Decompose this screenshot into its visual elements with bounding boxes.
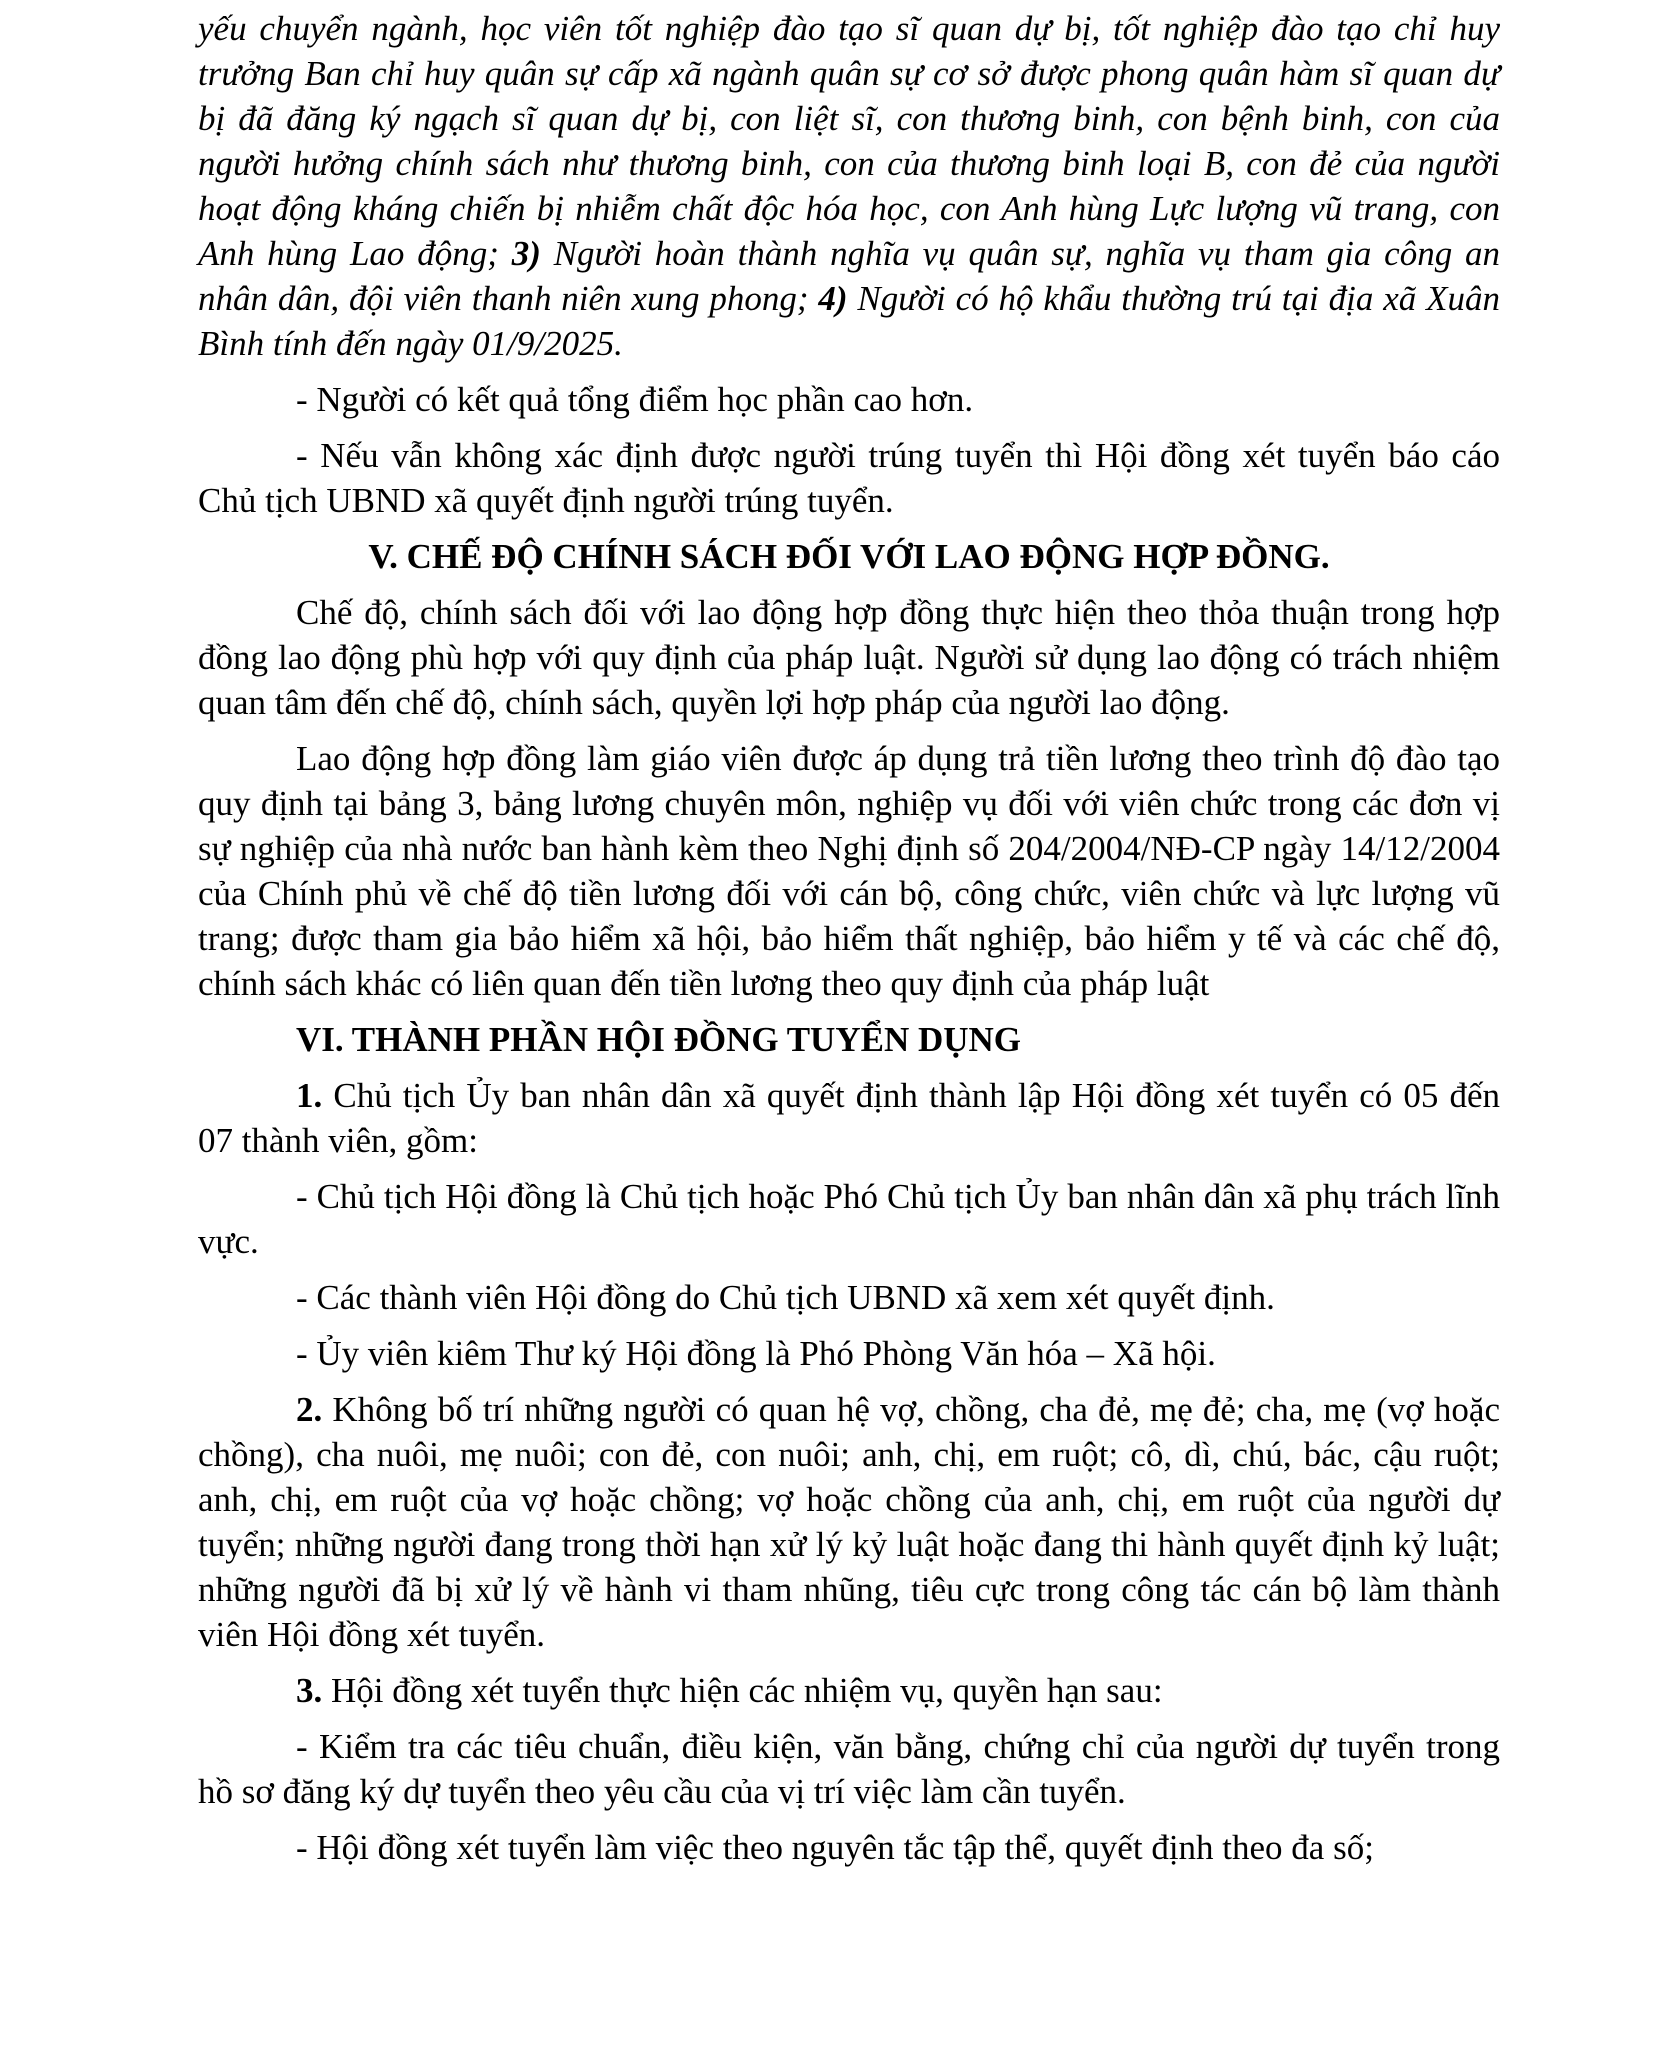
duty-collective-item: - Hội đồng xét tuyển làm việc theo nguyên tắc tập thể, quyết định theo đa số;	[296, 1828, 1374, 1867]
document-page	[198, 6, 1500, 1870]
council-clause-1	[198, 1073, 1500, 1163]
clause-number-2: 2.	[296, 1390, 323, 1429]
clause-number-3: 3.	[296, 1671, 323, 1710]
priority-item-4-text: Người có hộ khẩu thường trú tại địa xã Xuân Bình tính đến ngày 01/9/2025.	[198, 279, 1500, 363]
section-v-heading: V. CHẾ ĐỘ CHÍNH SÁCH ĐỐI VỚI LAO ĐỘNG HỢP ĐỒNG.	[368, 537, 1330, 576]
council-clause-2	[198, 1387, 1500, 1657]
policy-paragraph-2: Lao động hợp đồng làm giáo viên được áp dụng trả tiền lương theo trình độ đào tạo quy định tại bảng 3, bảng lương chuyên môn, nghiệp vụ đối với viên chức trong các đơn vị sự nghiệp của nhà nước ban hành kèm theo Nghị định số 204/2004/NĐ-CP ngày 14/12/2004 của Chính phủ về chế độ tiền lương đối với cán bộ, công chức, viên chức và lực lượng vũ trang; được tham gia bảo hiểm xã hội, bảo hiểm thất nghiệp, bảo hiểm y tế và các chế độ, chính sách khác có liên quan đến tiền lương theo quy định của pháp luật	[198, 739, 1500, 1003]
tiebreak-chairman-decides: - Nếu vẫn không xác định được người trúng tuyển thì Hội đồng xét tuyển báo cáo Chủ tịch UBND xã quyết định người trúng tuyển.	[198, 436, 1500, 520]
clause-1-text: Chủ tịch Ủy ban nhân dân xã quyết định thành lập Hội đồng xét tuyển có 05 đến 07 thành viên, gồm:	[198, 1076, 1500, 1160]
council-members-item: - Các thành viên Hội đồng do Chủ tịch UBND xã xem xét quyết định.	[296, 1278, 1275, 1317]
council-clause-3	[198, 1668, 1500, 1713]
item-number-3: 3)	[511, 234, 541, 273]
clause-number-1: 1.	[296, 1076, 323, 1115]
council-chairman-item: - Chủ tịch Hội đồng là Chủ tịch hoặc Phó Chủ tịch Ủy ban nhân dân xã phụ trách lĩnh vực.	[198, 1177, 1500, 1261]
priority-list-paragraph	[198, 6, 1500, 366]
duty-check-item: - Kiểm tra các tiêu chuẩn, điều kiện, văn bằng, chứng chỉ của người dự tuyển trong hồ sơ đăng ký dự tuyển theo yêu cầu của vị trí việc làm cần tuyển.	[198, 1727, 1500, 1811]
policy-paragraph-1: Chế độ, chính sách đối với lao động hợp đồng thực hiện theo thỏa thuận trong hợp đồng lao động phù hợp với quy định của pháp luật. Người sử dụng lao động có trách nhiệm quan tâm đến chế độ, chính sách, quyền lợi hợp pháp của người lao động.	[198, 593, 1500, 722]
clause-3-text: Hội đồng xét tuyển thực hiện các nhiệm vụ, quyền hạn sau:	[322, 1671, 1163, 1710]
council-secretary-item: - Ủy viên kiêm Thư ký Hội đồng là Phó Phòng Văn hóa – Xã hội.	[296, 1334, 1216, 1373]
clause-2-text: Không bố trí những người có quan hệ vợ, chồng, cha đẻ, mẹ đẻ; cha, mẹ (vợ hoặc chồng), cha nuôi, mẹ nuôi; con đẻ, con nuôi; anh, chị, em ruột; cô, dì, chú, bác, cậu ruột; anh, chị, em ruột của vợ hoặc chồng; vợ hoặc chồng của anh, chị, em ruột của người dự tuyển; những người đang trong thời hạn xử lý kỷ luật hoặc đang thi hành quyết định kỷ luật; những người đã bị xử lý về hành vi tham nhũng, tiêu cực trong công tác cán bộ làm thành viên Hội đồng xét tuyển.	[198, 1390, 1500, 1654]
priority-item-3-text: Người hoàn thành nghĩa vụ quân sự, nghĩa vụ tham gia công an nhân dân, đội viên thanh niên xung phong;	[198, 234, 1500, 318]
priority-list-text: yếu chuyển ngành, học viên tốt nghiệp đào tạo sĩ quan dự bị, tốt nghiệp đào tạo chỉ huy trưởng Ban chỉ huy quân sự cấp xã ngành quân sự cơ sở được phong quân hàm sĩ quan dự bị đã đăng ký ngạch sĩ quan dự bị, con liệt sĩ, con thương binh, con bệnh binh, con của người hưởng chính sách như thương binh, con của thương binh loại B, con đẻ của người hoạt động kháng chiến bị nhiễm chất độc hóa học, con Anh hùng Lực lượng vũ trang, con Anh hùng Lao động;	[198, 9, 1500, 273]
tiebreak-higher-score: - Người có kết quả tổng điểm học phần cao hơn.	[296, 380, 974, 419]
item-number-4: 4)	[818, 279, 848, 318]
section-vi-heading: VI. THÀNH PHẦN HỘI ĐỒNG TUYỂN DỤNG	[296, 1020, 1022, 1059]
